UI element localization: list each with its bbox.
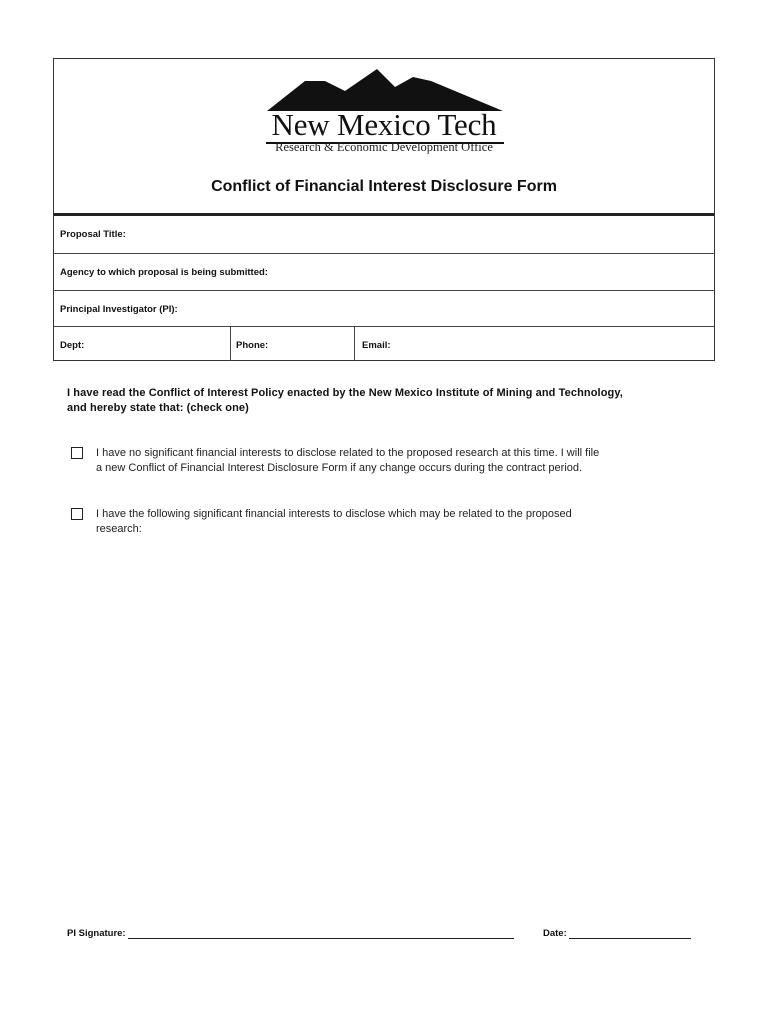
pi-signature — [67, 928, 514, 939]
statement-line-2: and hereby state that: (check one) — [67, 402, 249, 414]
date-label: Date: — [543, 928, 567, 939]
logo — [54, 67, 714, 167]
pi-signature-line[interactable] — [128, 928, 514, 939]
agency-field[interactable] — [54, 253, 714, 290]
email-label: Email: — [362, 340, 391, 351]
form-title: Conflict of Financial Interest Disclosure Form — [211, 178, 557, 195]
dept-label: Dept: — [60, 340, 85, 351]
agency-label: Agency to which proposal is being submitted: — [60, 267, 268, 278]
statement-line-1: I have read the Conflict of Interest Policy enacted by the New Mexico Institute of Mining and Technology, — [67, 387, 623, 399]
email-field[interactable] — [354, 327, 714, 361]
phone-label: Phone: — [236, 340, 269, 351]
mountain-logo-icon — [267, 69, 503, 111]
option-2-line-1: I have the following significant financial interests to disclose which may be related to the proposed — [96, 508, 572, 520]
proposal-title-label: Proposal Title: — [60, 229, 126, 240]
proposal-title-field[interactable] — [54, 216, 714, 253]
date-line[interactable] — [569, 928, 691, 939]
dept-field[interactable] — [54, 327, 231, 361]
date-signature — [543, 928, 691, 939]
pi-field[interactable] — [54, 290, 714, 327]
option-1-line-1: I have no significant financial interests to disclose related to the proposed research at this time. I will file — [96, 447, 600, 459]
phone-field[interactable] — [230, 327, 355, 361]
org-name: New Mexico Tech — [271, 107, 497, 142]
option-1-line-2: a new Conflict of Financial Interest Disclosure Form if any change occurs during the contract period. — [96, 462, 583, 474]
form-header-box — [53, 58, 715, 361]
has-interests-checkbox[interactable] — [71, 508, 83, 520]
policy-statement — [67, 386, 707, 416]
no-interests-checkbox[interactable] — [71, 447, 83, 459]
office-name: Research & Economic Development Office — [275, 140, 493, 154]
pi-label: Principal Investigator (PI): — [60, 304, 178, 315]
option-2-line-2: research: — [96, 523, 142, 535]
contact-row — [54, 326, 714, 361]
pi-signature-label: PI Signature: — [67, 928, 126, 939]
